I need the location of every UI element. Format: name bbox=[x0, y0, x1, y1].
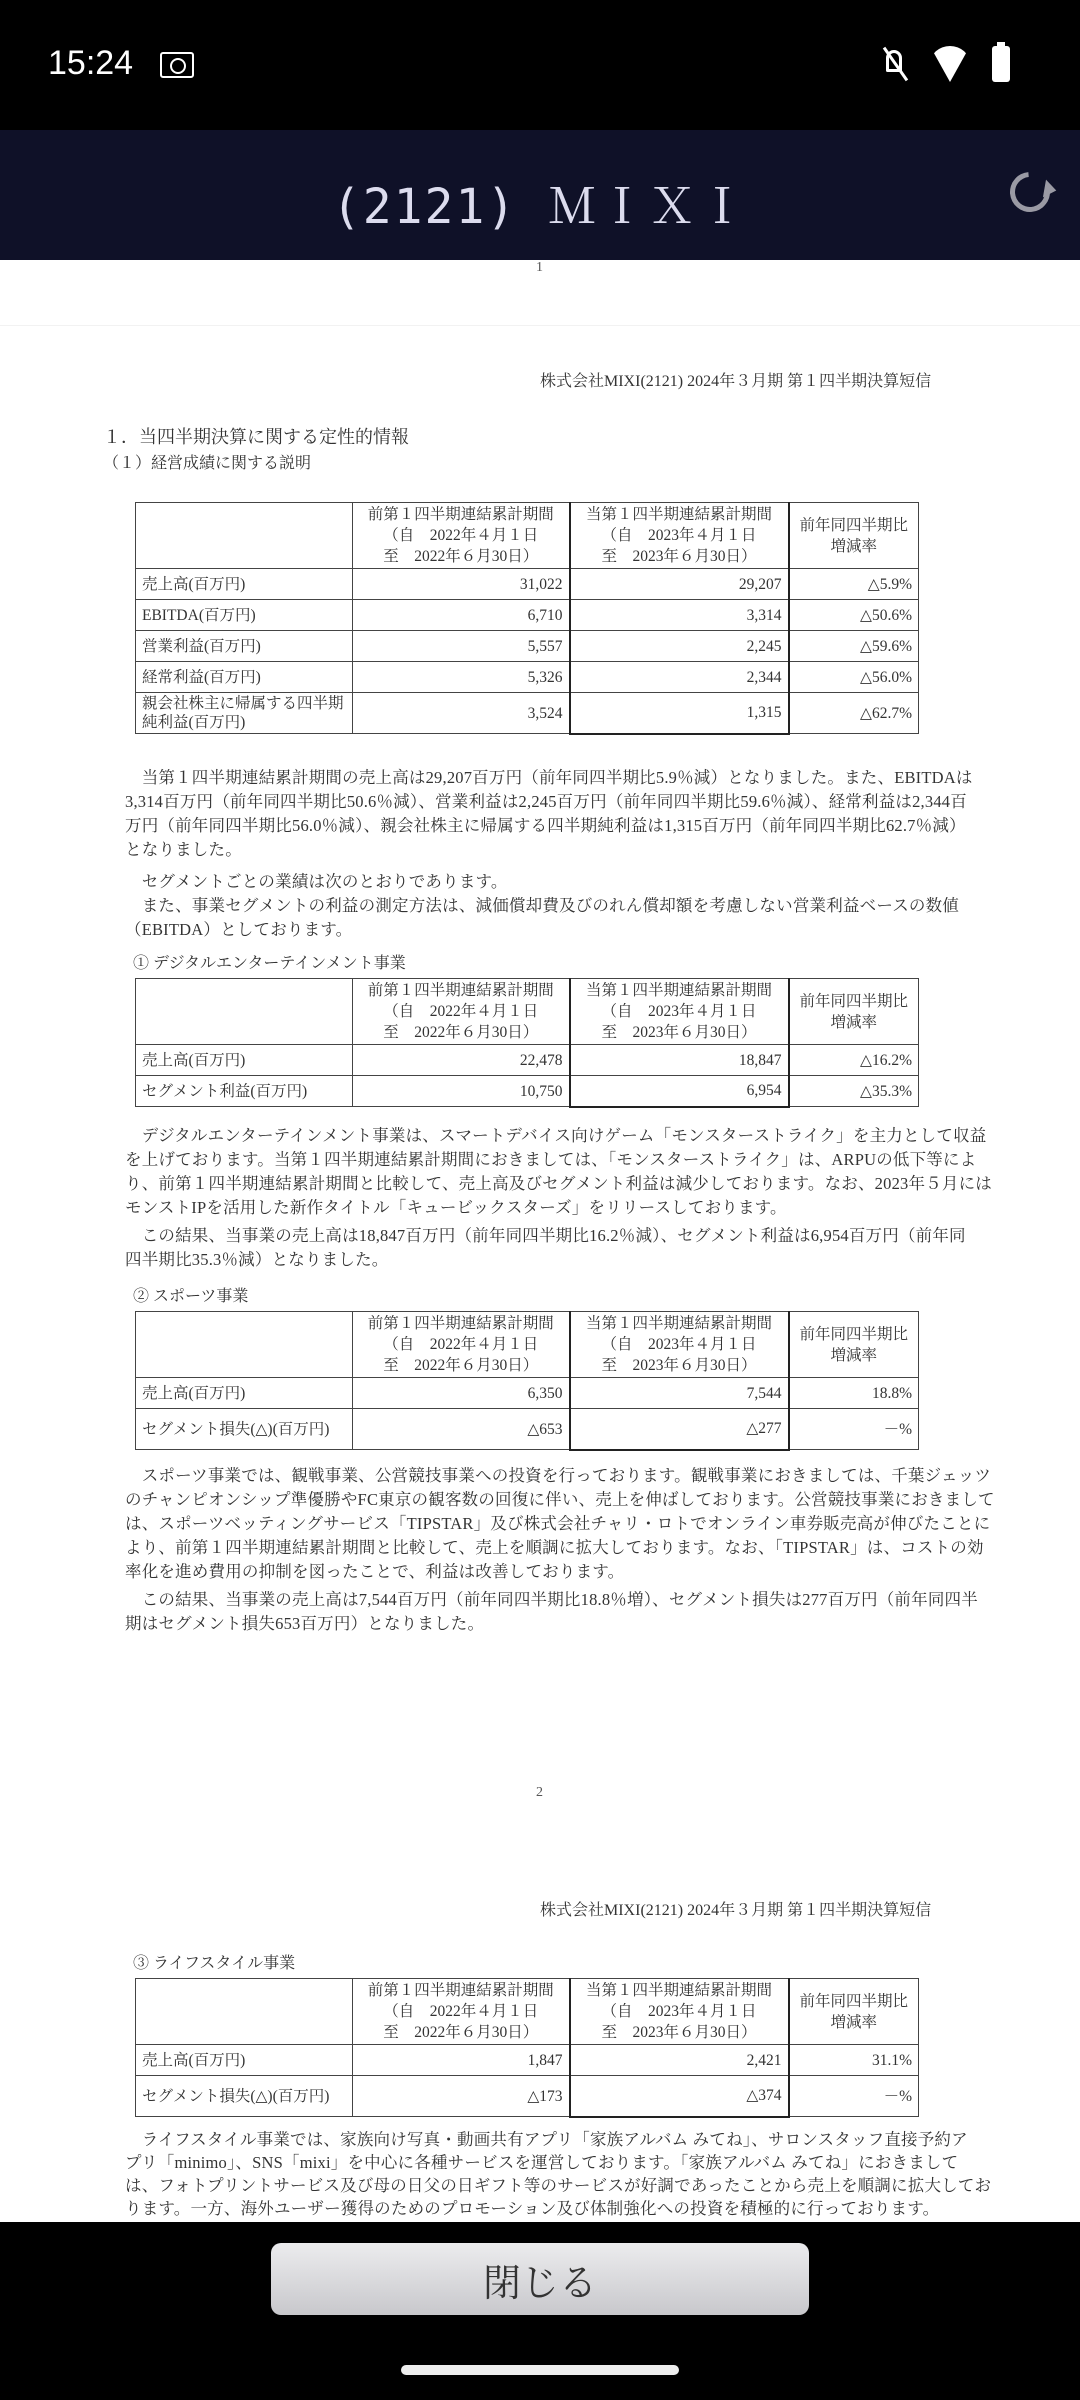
paragraph-line: り、前第１四半期連結累計期間と比較して、売上高及びセグメント利益は減少しております。なお、2023年５月には bbox=[125, 1174, 992, 1193]
table-row bbox=[136, 1045, 919, 1076]
header-line: 至 2023年６月30日） bbox=[601, 1357, 757, 1374]
table-row bbox=[136, 600, 919, 631]
header-line: 前年同四半期比 bbox=[799, 992, 908, 1010]
paragraph-line: セグメントごとの業績は次のとおりであります。 bbox=[125, 872, 508, 891]
paragraph-line: この結果、当事業の売上高は18,847百万円（前年同四半期比16.2％減）、セグメント利益は6,954百万円（前年同 bbox=[125, 1226, 966, 1245]
previous-period-value: △173 bbox=[353, 2076, 570, 2117]
paragraph-line: を上げております。当第１四半期連結累計期間におきましては、「モンスターストライク」は、ARPUの低下等によ bbox=[125, 1150, 977, 1169]
lifestyle-segment-heading: ③ ライフスタイル事業 bbox=[133, 1955, 296, 1972]
row-label: 売上高(百万円) bbox=[136, 569, 353, 600]
header-line: 前第１四半期連結累計期間 bbox=[367, 982, 554, 999]
header-line: 当第１四半期連結累計期間 bbox=[585, 1982, 772, 1999]
table-row bbox=[136, 1409, 919, 1450]
header-line: （自 2023年４月１日 bbox=[601, 1336, 757, 1353]
paragraph-line: 率化を進め費用の抑制を図ったことで、利益は改善しております。 bbox=[125, 1562, 625, 1581]
previous-period-value: 1,847 bbox=[353, 2045, 570, 2076]
change-rate-value: 31.1% bbox=[789, 2045, 919, 2076]
wifi-icon bbox=[930, 46, 970, 82]
previous-period-value: 6,710 bbox=[353, 600, 570, 631]
change-rate-value: △62.7% bbox=[789, 693, 919, 734]
paragraph-line: より、前第１四半期連結累計期間と比較して、売上を順調に拡大しております。なお、「TIPSTAR」は、コストの効 bbox=[125, 1538, 984, 1557]
row-label: EBITDA(百万円) bbox=[136, 600, 353, 631]
header-change-rate bbox=[789, 979, 919, 1045]
header-empty-cell bbox=[136, 1979, 353, 2045]
header-previous-period bbox=[353, 1979, 570, 2045]
header-empty-cell bbox=[136, 1312, 353, 1378]
status-time: 15:24 bbox=[48, 44, 134, 82]
paragraph-line: ります。一方、海外ユーザー獲得のためのプロモーション及び体制強化への投資を積極的に行っております。 bbox=[125, 2199, 940, 2218]
previous-period-value: 5,557 bbox=[353, 631, 570, 662]
header-line: 前年同四半期比 bbox=[799, 516, 908, 534]
paragraph-line: ライフスタイル事業では、家族向け写真・動画共有アプリ「家族アルバム みてね」、サロンスタッフ直接予約ア bbox=[125, 2130, 968, 2149]
home-gesture-bar[interactable] bbox=[401, 2365, 679, 2375]
header-line: （自 2023年４月１日 bbox=[601, 527, 757, 544]
document-header: 株式会社MIXI(2121) 2024年３月期 第１四半期決算短信 bbox=[540, 1902, 932, 1919]
table-header-row bbox=[136, 979, 919, 1045]
paragraph-line: この結果、当事業の売上高は7,544百万円（前年同四半期比18.8％増）、セグメント損失は277百万円（前年同四半 bbox=[125, 1590, 978, 1609]
current-period-value: 2,245 bbox=[570, 631, 789, 662]
page-divider bbox=[0, 325, 1080, 326]
digital-segment-table bbox=[135, 978, 919, 1108]
header-line: （自 2023年４月１日 bbox=[601, 1003, 757, 1020]
previous-period-value: 5,326 bbox=[353, 662, 570, 693]
header-previous-period bbox=[353, 503, 570, 569]
row-label: 親会社株主に帰属する四半期純利益(百万円) bbox=[136, 693, 353, 734]
change-rate-value: －% bbox=[789, 1409, 919, 1450]
paragraph-line: 当第１四半期連結累計期間の売上高は29,207百万円（前年同四半期比5.9％減）となりました。また、EBITDAは bbox=[125, 768, 973, 787]
paragraph-line: 3,314百万円（前年同四半期比50.6％減）、営業利益は2,245百万円（前年同四半期比59.6％減）、経常利益は2,344百 bbox=[125, 792, 967, 811]
header-line: 前年同四半期比 bbox=[799, 1992, 908, 2010]
header-line: 前第１四半期連結累計期間 bbox=[367, 506, 554, 523]
table-row bbox=[136, 662, 919, 693]
consolidated-results-table bbox=[135, 502, 919, 735]
current-period-value: 1,315 bbox=[570, 693, 789, 734]
change-rate-value: △5.9% bbox=[789, 569, 919, 600]
current-period-value: 3,314 bbox=[570, 600, 789, 631]
previous-period-value: 10,750 bbox=[353, 1076, 570, 1107]
header-line: （自 2023年４月１日 bbox=[601, 2003, 757, 2020]
change-rate-value: △35.3% bbox=[789, 1076, 919, 1107]
header-current-period bbox=[570, 1979, 789, 2045]
header-line: 至 2023年６月30日） bbox=[601, 548, 757, 565]
header-change-rate bbox=[789, 503, 919, 569]
row-label: 売上高(百万円) bbox=[136, 1045, 353, 1076]
current-period-value: △277 bbox=[570, 1409, 789, 1450]
current-period-value: 2,344 bbox=[570, 662, 789, 693]
header-change-rate bbox=[789, 1312, 919, 1378]
table-header-row bbox=[136, 1312, 919, 1378]
current-period-value: △374 bbox=[570, 2076, 789, 2117]
table-row bbox=[136, 569, 919, 600]
header-current-period bbox=[570, 979, 789, 1045]
digital-segment-heading: ① デジタルエンターテインメント事業 bbox=[133, 955, 406, 972]
paragraph-line: 期はセグメント損失653百万円）となりました。 bbox=[125, 1614, 485, 1633]
previous-period-value: △653 bbox=[353, 1409, 570, 1450]
app-bar bbox=[0, 130, 1080, 260]
table-header-row bbox=[136, 1979, 919, 2045]
header-line: 至 2023年６月30日） bbox=[601, 2024, 757, 2041]
header-line: 至 2022年６月30日） bbox=[383, 2024, 539, 2041]
header-line: 至 2022年６月30日） bbox=[383, 548, 539, 565]
change-rate-value: △50.6% bbox=[789, 600, 919, 631]
paragraph-line: 四半期比35.3％減）となりました。 bbox=[125, 1250, 389, 1269]
paragraph-line: は、フォトプリントサービス及び母の日父の日ギフト等のサービスが好調であったことから売上を順調に拡大してお bbox=[125, 2176, 992, 2195]
header-previous-period bbox=[353, 979, 570, 1045]
table-row bbox=[136, 631, 919, 662]
table-row bbox=[136, 2076, 919, 2117]
header-line: 前第１四半期連結累計期間 bbox=[367, 1982, 554, 1999]
paragraph-line: 万円（前年同四半期比56.0％減）、親会社株主に帰属する四半期純利益は1,315百万円（前年同四半期比62.7％減） bbox=[125, 816, 966, 835]
change-rate-value: 18.8% bbox=[789, 1378, 919, 1409]
header-current-period bbox=[570, 1312, 789, 1378]
row-label: セグメント利益(百万円) bbox=[136, 1076, 353, 1107]
table-row bbox=[136, 693, 919, 734]
previous-period-value: 6,350 bbox=[353, 1378, 570, 1409]
table-header-row bbox=[136, 503, 919, 569]
header-line: 至 2022年６月30日） bbox=[383, 1357, 539, 1374]
header-line: 当第１四半期連結累計期間 bbox=[585, 506, 772, 523]
header-change-rate bbox=[789, 1979, 919, 2045]
header-line: （自 2022年４月１日 bbox=[383, 527, 539, 544]
table-row bbox=[136, 1076, 919, 1107]
paragraph-line: デジタルエンターテインメント事業は、スマートデバイス向けゲーム「モンスターストライク」を主力として収益 bbox=[125, 1126, 987, 1145]
header-line: 前第１四半期連結累計期間 bbox=[367, 1315, 554, 1332]
lifestyle-segment-table bbox=[135, 1978, 919, 2118]
current-period-value: 29,207 bbox=[570, 569, 789, 600]
page-number: 2 bbox=[536, 1785, 543, 1800]
status-bar bbox=[0, 0, 1080, 130]
paragraph-line: モンストIPを活用した新作タイトル「キュービックスターズ」をリリースしております。 bbox=[125, 1198, 787, 1217]
sports-segment-table bbox=[135, 1311, 919, 1451]
paragraph-line: となりました。 bbox=[125, 840, 242, 859]
current-period-value: 18,847 bbox=[570, 1045, 789, 1076]
paragraph-line: プリ「minimo」、SNS「mixi」を中心に各種サービスを運営しております。「家族アルバム みてね」におきまして bbox=[125, 2153, 959, 2172]
notifications-off-icon bbox=[882, 46, 908, 82]
table-row bbox=[136, 1378, 919, 1409]
header-line: 増減率 bbox=[830, 1346, 877, 1364]
paragraph-line: （EBITDA）としております。 bbox=[125, 920, 353, 939]
row-label: 売上高(百万円) bbox=[136, 1378, 353, 1409]
bottom-bar bbox=[0, 2222, 1080, 2400]
current-period-value: 6,954 bbox=[570, 1076, 789, 1107]
header-line: 前年同四半期比 bbox=[799, 1325, 908, 1343]
row-label: セグメント損失(△)(百万円) bbox=[136, 2076, 353, 2117]
row-label: 経常利益(百万円) bbox=[136, 662, 353, 693]
change-rate-value: △56.0% bbox=[789, 662, 919, 693]
change-rate-value: △59.6% bbox=[789, 631, 919, 662]
paragraph-line: また、事業セグメントの利益の測定方法は、減価償却費及びのれん償却額を考慮しない営業利益ベースの数値 bbox=[125, 896, 960, 915]
previous-period-value: 22,478 bbox=[353, 1045, 570, 1076]
page-number: 1 bbox=[536, 260, 543, 275]
previous-period-value: 31,022 bbox=[353, 569, 570, 600]
header-line: （自 2022年４月１日 bbox=[383, 1336, 539, 1353]
subsection-heading: （１）経営成績に関する説明 bbox=[103, 455, 312, 472]
row-label: セグメント損失(△)(百万円) bbox=[136, 1409, 353, 1450]
paragraph-line: は、スポーツベッティングサービス「TIPSTAR」及び株式会社チャリ・ロトでオンライン車券販売高が伸びたことに bbox=[125, 1514, 991, 1533]
header-current-period bbox=[570, 503, 789, 569]
header-line: 至 2022年６月30日） bbox=[383, 1024, 539, 1041]
header-line: 当第１四半期連結累計期間 bbox=[585, 1315, 772, 1332]
header-line: 至 2023年６月30日） bbox=[601, 1024, 757, 1041]
table-row bbox=[136, 2045, 919, 2076]
header-empty-cell bbox=[136, 979, 353, 1045]
close-button[interactable]: 閉じる bbox=[271, 2243, 809, 2315]
header-previous-period bbox=[353, 1312, 570, 1378]
header-line: （自 2022年４月１日 bbox=[383, 2003, 539, 2020]
app-title: (2121) ＭＩＸＩ bbox=[331, 179, 749, 235]
header-line: 当第１四半期連結累計期間 bbox=[585, 982, 772, 999]
current-period-value: 7,544 bbox=[570, 1378, 789, 1409]
header-line: 増減率 bbox=[830, 1013, 877, 1031]
current-period-value: 2,421 bbox=[570, 2045, 789, 2076]
change-rate-value: －% bbox=[789, 2076, 919, 2117]
header-empty-cell bbox=[136, 503, 353, 569]
document-header: 株式会社MIXI(2121) 2024年３月期 第１四半期決算短信 bbox=[540, 373, 932, 390]
section-heading: １．当四半期決算に関する定性的情報 bbox=[103, 427, 409, 447]
previous-period-value: 3,524 bbox=[353, 693, 570, 734]
header-line: 増減率 bbox=[830, 2013, 877, 2031]
row-label: 営業利益(百万円) bbox=[136, 631, 353, 662]
paragraph-line: のチャンピオンシップ準優勝やFC東京の観客数の回復に伴い、売上を伸ばしております。公営競技事業におきまして bbox=[125, 1490, 995, 1509]
row-label: 売上高(百万円) bbox=[136, 2045, 353, 2076]
change-rate-value: △16.2% bbox=[789, 1045, 919, 1076]
sports-segment-heading: ② スポーツ事業 bbox=[133, 1288, 249, 1305]
paragraph-line: スポーツ事業では、観戦事業、公営競技事業への投資を行っております。観戦事業におきましては、千葉ジェッツ bbox=[125, 1466, 992, 1485]
header-line: 増減率 bbox=[830, 537, 877, 555]
header-line: （自 2022年４月１日 bbox=[383, 1003, 539, 1020]
battery-icon bbox=[992, 46, 1010, 82]
screenshot-camera-icon bbox=[160, 52, 194, 78]
